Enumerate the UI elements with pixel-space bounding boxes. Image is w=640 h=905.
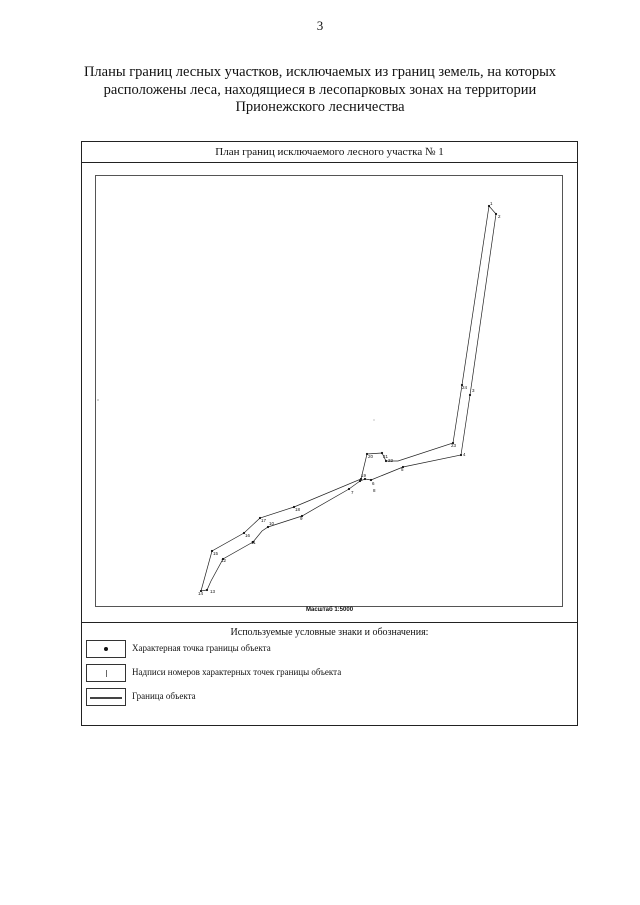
point-label: 18 <box>295 507 301 512</box>
point-label: 9 <box>300 516 303 521</box>
point-label: 22 <box>388 458 394 463</box>
title-line-1: Планы границ лесных участков, исключаемых из границ земель, на которых <box>83 64 557 80</box>
boundary-map <box>82 162 577 622</box>
point-label: 10 <box>269 521 275 526</box>
point-label: 17 <box>261 518 267 523</box>
plan-title: План границ исключаемого лесного участка № 1 <box>82 142 577 163</box>
title-line-3: Прионежского лесничества <box>235 99 405 115</box>
point-label: 21 <box>383 454 389 459</box>
document-title <box>70 64 570 117</box>
point-label: 20 <box>368 454 374 459</box>
point-label: 2 <box>498 214 501 219</box>
page-number: 3 <box>316 18 324 33</box>
legend-label-label: Надписи номеров характерных точек границы объекта <box>132 667 342 677</box>
point-label: 1 <box>490 201 493 206</box>
map-area <box>82 162 577 623</box>
point-label: 3 <box>472 388 475 393</box>
legend-symbol-point <box>86 640 126 658</box>
plan-frame <box>81 141 578 726</box>
point-label: 12 <box>221 558 227 563</box>
point-label: 19 <box>361 473 367 478</box>
legend-label-boundary: Граница объекта <box>132 691 196 701</box>
point-label: 11 <box>251 540 256 545</box>
scale-label: Масштаб 1:5000 <box>305 607 354 613</box>
legend-symbol-boundary <box>86 688 126 706</box>
point-label: 5 <box>401 467 404 472</box>
point-label: 7 <box>351 490 354 495</box>
point-label: 16 <box>245 533 251 538</box>
point-label: 15 <box>213 551 219 556</box>
title-line-2: расположены леса, находящиеся в лесопарковых зонах на территории <box>103 81 537 98</box>
boundary-line-icon <box>90 697 122 699</box>
point-label: 8 <box>373 488 376 493</box>
point-label: 4 <box>463 452 466 457</box>
legend-symbol-label <box>86 664 126 682</box>
point-label: 23 <box>451 443 457 448</box>
point-label: 6 <box>372 481 375 486</box>
legend-title: Используемые условные знаки и обозначения: <box>230 627 429 638</box>
point-dot-icon <box>104 647 108 651</box>
point-label: 14 <box>198 591 204 596</box>
label-tick-icon <box>106 670 107 677</box>
point-label: 24 <box>462 385 468 390</box>
point-label: 13 <box>210 589 216 594</box>
legend-label-point: Характерная точка границы объекта <box>132 643 271 653</box>
